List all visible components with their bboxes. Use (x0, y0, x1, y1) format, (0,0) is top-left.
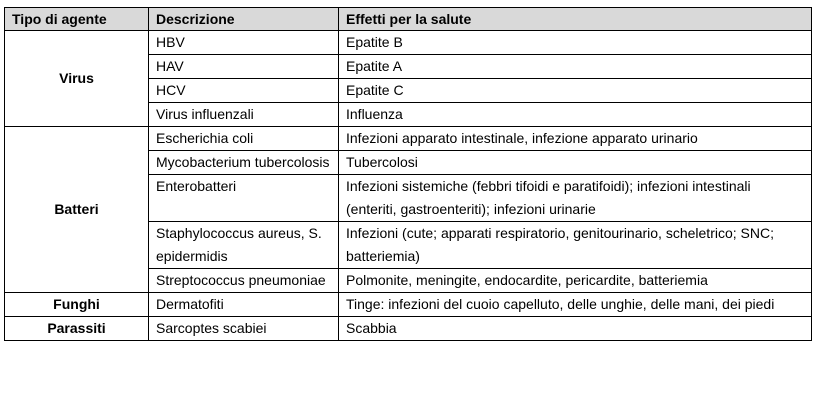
header-row (5, 8, 812, 31)
table-row (5, 293, 812, 317)
description-cell: Streptococcus pneumoniae (149, 269, 339, 293)
effect-cell: Epatite A (339, 55, 812, 79)
effect-cell: Polmonite, meningite, endocardite, pericardite, batteriemia (339, 269, 812, 293)
description-cell: Mycobacterium tubercolosis (149, 151, 339, 175)
table-header (5, 8, 812, 31)
effect-cell: Influenza (339, 103, 812, 127)
header-agent-type: Tipo di agente (5, 8, 149, 31)
table-body (5, 31, 812, 341)
agent-cell-parassiti: Parassiti (5, 317, 149, 341)
header-description: Descrizione (149, 8, 339, 31)
description-cell: Staphylococcus aureus, S. epidermidis (149, 222, 339, 269)
table-row (5, 127, 812, 151)
description-cell: HBV (149, 31, 339, 55)
agent-cell-funghi: Funghi (5, 293, 149, 317)
effect-cell: Epatite B (339, 31, 812, 55)
description-cell: HAV (149, 55, 339, 79)
effect-cell: Tinge: infezioni del cuoio capelluto, delle unghie, delle mani, dei piedi (339, 293, 812, 317)
effect-cell: Epatite C (339, 79, 812, 103)
effect-cell: Infezioni apparato intestinale, infezione apparato urinario (339, 127, 812, 151)
description-cell: Escherichia coli (149, 127, 339, 151)
agents-table (4, 7, 812, 341)
agent-cell-virus: Virus (5, 31, 149, 127)
description-cell: Sarcoptes scabiei (149, 317, 339, 341)
effect-cell: Tubercolosi (339, 151, 812, 175)
description-cell: Dermatofiti (149, 293, 339, 317)
table-row (5, 31, 812, 55)
effect-cell: Infezioni sistemiche (febbri tifoidi e paratifoidi); infezioni intestinali (enteriti, gastroenteriti); infezioni urinarie (339, 175, 812, 222)
effect-cell: Scabbia (339, 317, 812, 341)
description-cell: Enterobatteri (149, 175, 339, 222)
header-health-effects: Effetti per la salute (339, 8, 812, 31)
effect-cell: Infezioni (cute; apparati respiratorio, genitourinario, scheletrico; SNC; batteriemia) (339, 222, 812, 269)
description-cell: Virus influenzali (149, 103, 339, 127)
agent-cell-batteri: Batteri (5, 127, 149, 293)
table-row (5, 317, 812, 341)
description-cell: HCV (149, 79, 339, 103)
